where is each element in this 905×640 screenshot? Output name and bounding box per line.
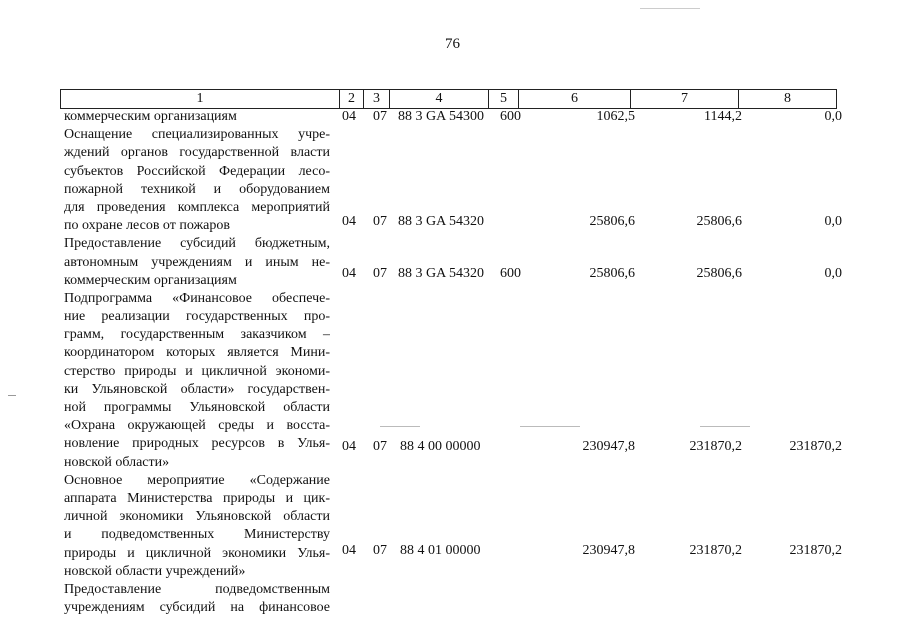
text-line: Предоставление субсидий бюджетным, xyxy=(64,236,330,252)
text-line: Подпрограмма «Финансовое обеспече- xyxy=(64,290,330,306)
text-line: Основное мероприятие «Содержание xyxy=(64,472,330,488)
text-line: стерство природы и цикличной экономи- xyxy=(64,363,330,379)
text-line: «Охрана окружающей среды и восста- xyxy=(64,418,330,434)
text-line: учреждениям субсидий на финансовое xyxy=(64,600,330,616)
row-5-col-6: 230947,8 xyxy=(582,543,635,558)
header-col-1: 1 xyxy=(196,91,204,106)
scan-artifact xyxy=(380,426,420,427)
text-line: коммерческим организациям xyxy=(64,109,237,124)
text-line: новление природных ресурсов в Улья- xyxy=(64,436,330,452)
row-2-col-6: 25806,6 xyxy=(589,214,635,229)
text-line: субъектов Российской Федерации лесо- xyxy=(64,163,330,179)
text-line: Предоставление подведомственным xyxy=(64,581,330,597)
row-1-col-5: 600 xyxy=(500,109,521,124)
row-1-col-6: 1062,5 xyxy=(596,109,635,124)
row-1-col-7: 1144,2 xyxy=(704,109,742,124)
text-line: ной программы Ульяновской области xyxy=(64,400,330,415)
text-line: природы и цикличной экономики Улья- xyxy=(64,545,330,561)
text-line: координатором которых является Мини- xyxy=(64,345,330,361)
page-number: 76 xyxy=(445,36,460,52)
row-1-col-4: 88 3 GA 54300 xyxy=(398,109,484,124)
row-4-col-6: 230947,8 xyxy=(582,439,635,454)
row-3-col-3: 07 xyxy=(373,266,387,281)
text-line: ждений органов государственной власти xyxy=(64,145,330,161)
text-line: по охране лесов от пожаров xyxy=(64,218,231,234)
row-2-col-7: 25806,6 xyxy=(696,214,742,229)
table-header xyxy=(60,89,837,109)
header-col-2: 2 xyxy=(339,90,363,108)
row-4-col-4: 88 4 00 00000 xyxy=(400,439,481,454)
row-3-col-8: 0,0 xyxy=(824,266,842,281)
row-2-col-2: 04 xyxy=(342,214,356,229)
row-2-col-8: 0,0 xyxy=(824,214,842,229)
row-5-col-7: 231870,2 xyxy=(689,543,742,558)
row-5-col-3: 07 xyxy=(373,543,387,558)
row-2-col-3: 07 xyxy=(373,214,387,229)
scan-artifact xyxy=(640,8,700,9)
row-4-col-2: 04 xyxy=(342,439,356,454)
text-line: и подведомственных Министерству xyxy=(64,527,330,543)
row-5-col-2: 04 xyxy=(342,543,356,558)
header-col-5: 5 xyxy=(488,90,518,108)
scan-artifact xyxy=(8,395,16,396)
row-4-col-7: 231870,2 xyxy=(689,439,742,454)
row-1-col-8: 0,0 xyxy=(824,109,842,124)
text-line: личной экономики Ульяновской области xyxy=(64,509,330,525)
text-line: Оснащение специализированных учре- xyxy=(64,127,330,143)
scan-artifact xyxy=(520,426,580,427)
text-line: коммерческим организациям xyxy=(64,272,237,288)
header-col-3: 3 xyxy=(363,90,389,108)
text-line: грамм, государственным заказчиком – xyxy=(64,327,330,343)
row-3-col-5: 600 xyxy=(500,266,521,281)
header-col-6: 6 xyxy=(518,90,630,108)
row-3-col-7: 25806,6 xyxy=(696,266,742,281)
row-4-col-3: 07 xyxy=(373,439,387,454)
text-line: новской области учреждений» xyxy=(64,563,246,579)
text-line: аппарата Министерства природы и цик- xyxy=(64,490,330,506)
row-2-col-4: 88 3 GA 54320 xyxy=(398,214,484,229)
text-line: для проведения комплекса мероприятий xyxy=(64,199,330,215)
header-col-7: 7 xyxy=(630,90,738,108)
text-line: ки Ульяновской области» государствен- xyxy=(64,381,330,397)
text-line: автономным учреждениям и иным не- xyxy=(64,254,330,270)
description-column xyxy=(64,108,330,617)
row-3-col-2: 04 xyxy=(342,266,356,281)
row-5-col-8: 231870,2 xyxy=(789,543,842,558)
row-5-col-4: 88 4 01 00000 xyxy=(400,543,481,558)
row-3-col-6: 25806,6 xyxy=(589,266,635,281)
scan-artifact xyxy=(700,426,750,427)
header-col-4: 4 xyxy=(389,90,488,108)
text-line: ние реализации государственных про- xyxy=(64,309,330,325)
text-line: новской области» xyxy=(64,454,170,470)
row-1-col-2: 04 xyxy=(342,109,356,124)
header-col-8: 8 xyxy=(738,90,836,108)
row-1-col-3: 07 xyxy=(373,109,387,124)
row-3-col-4: 88 3 GA 54320 xyxy=(398,266,484,281)
row-4-col-8: 231870,2 xyxy=(789,439,842,454)
text-line: пожарной техникой и оборудованием xyxy=(64,181,330,197)
